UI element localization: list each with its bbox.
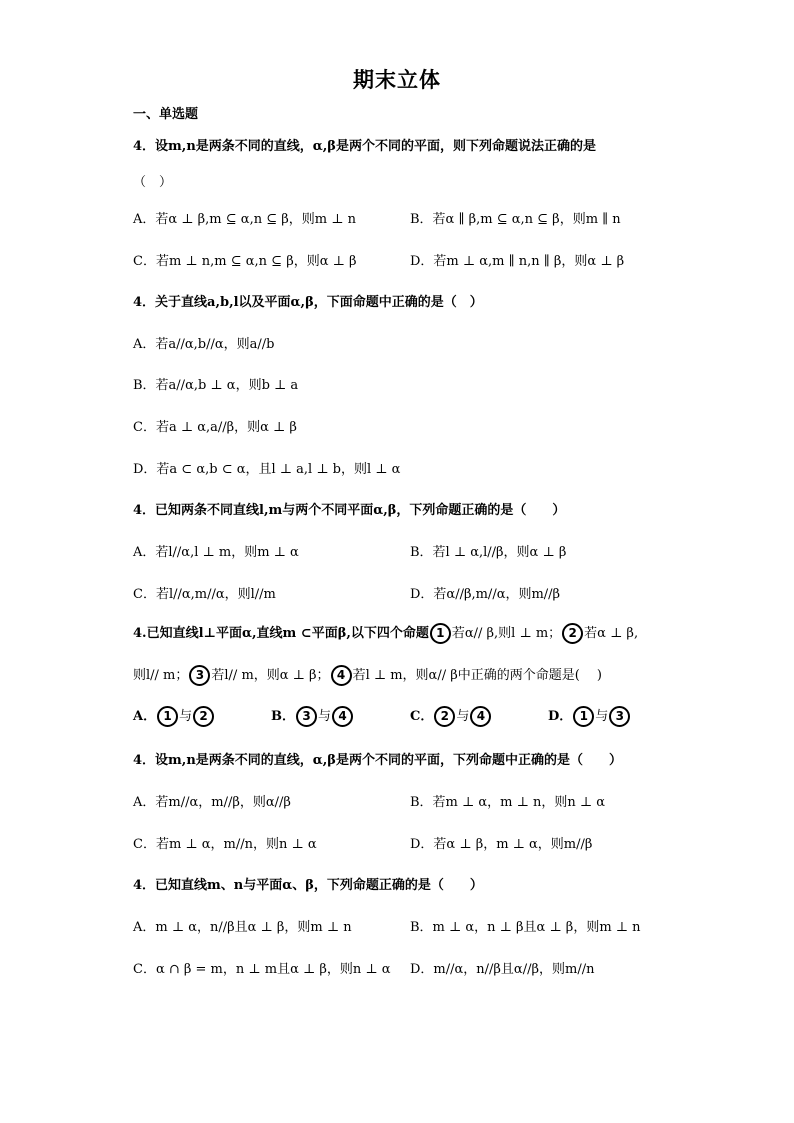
circle-number: 2 — [434, 706, 455, 727]
q2-option-a: A．若a//α,b//α，则a//b — [133, 337, 275, 352]
q6-option-c: C．α ∩ β = m，n ⊥ m且α ⊥ β，则n ⊥ α — [133, 962, 391, 977]
circle-number-2: 2 — [562, 623, 583, 644]
q4-prop-2-cont: 则l// m； — [133, 668, 189, 683]
circle-number: 1 — [157, 706, 178, 727]
q3-option-d: D．若α//β,m//α，则m//β — [410, 587, 561, 602]
circle-number: 3 — [296, 706, 317, 727]
q4-option-d: D． 1 与 3 — [548, 705, 631, 727]
q3-option-c: C．若l//α,m//α，则l//m — [133, 587, 276, 602]
q6-option-b: B．m ⊥ α，n ⊥ β且α ⊥ β，则m ⊥ n — [410, 920, 641, 935]
circle-number-3: 3 — [189, 665, 210, 686]
q3-option-a: A．若l//α,l ⊥ m，则m ⊥ α — [133, 545, 299, 560]
circle-number: 4 — [470, 706, 491, 727]
q5-option-b: B．若m ⊥ α，m ⊥ n，则n ⊥ α — [410, 795, 605, 810]
q4-prop-4: 若l ⊥ m，则α// β中正确的两个命题是( ) — [352, 668, 603, 683]
q5-option-d: D．若α ⊥ β，m ⊥ α，则m//β — [410, 837, 593, 852]
q1-stem: 4．设m,n是两条不同的直线，α,β是两个不同的平面，则下列命题说法正确的是 — [133, 139, 596, 154]
q4-prop-2: 若α ⊥ β, — [584, 626, 639, 641]
page-title: 期末立体 — [353, 67, 441, 92]
q4-option-c: C． 2 与 4 — [410, 705, 492, 727]
q4-stem-line2 — [133, 664, 602, 686]
q4-stem-line1 — [133, 622, 638, 644]
q1-option-b: B．若α ∥ β,m ⊆ α,n ⊆ β，则m ∥ n — [410, 212, 621, 227]
circle-number: 4 — [332, 706, 353, 727]
q5-stem: 4．设m,n是两条不同的直线，α,β是两个不同的平面，下列命题中正确的是（ ） — [133, 753, 622, 768]
q3-stem: 4．已知两条不同直线l,m与两个不同平面α,β，下列命题正确的是（ ） — [133, 503, 566, 518]
q2-stem: 4．关于直线a,b,l以及平面α,β，下面命题中正确的是（ ） — [133, 295, 483, 310]
q2-option-c: C．若a ⊥ α,a//β，则α ⊥ β — [133, 420, 297, 435]
q4-prop-1: 若α// β,则l ⊥ m； — [451, 626, 562, 641]
q5-option-c: C．若m ⊥ α，m//n，则n ⊥ α — [133, 837, 317, 852]
q4-stem-a: 4.已知直线l⊥平面α,直线m ⊂平面β,以下四个命题 — [133, 626, 429, 641]
circle-number-1: 1 — [430, 623, 451, 644]
circle-number: 3 — [609, 706, 630, 727]
q2-option-d: D．若a ⊂ α,b ⊂ α，且l ⊥ a,l ⊥ b，则l ⊥ α — [133, 462, 401, 477]
q1-option-c: C．若m ⊥ n,m ⊆ α,n ⊆ β，则α ⊥ β — [133, 254, 357, 269]
q4-option-a: A． 1 与 2 — [133, 705, 215, 727]
q5-option-a: A．若m//α，m//β，则α//β — [133, 795, 291, 810]
q4-option-b: B． 3 与 4 — [271, 705, 354, 727]
circle-number: 1 — [573, 706, 594, 727]
q4-prop-3: 若l// m，则α ⊥ β； — [211, 668, 330, 683]
q3-option-b: B．若l ⊥ α,l//β，则α ⊥ β — [410, 545, 567, 560]
q6-option-d: D．m//α，n//β且α//β，则m//n — [410, 962, 595, 977]
q6-option-a: A．m ⊥ α，n//β且α ⊥ β，则m ⊥ n — [133, 920, 352, 935]
circle-number-4: 4 — [331, 665, 352, 686]
circle-number: 2 — [193, 706, 214, 727]
q2-option-b: B．若a//α,b ⊥ α，则b ⊥ a — [133, 378, 299, 393]
q6-stem: 4．已知直线m、n与平面α、β，下列命题正确的是（ ） — [133, 878, 483, 893]
q1-blank: （ ） — [133, 175, 173, 190]
q1-option-a: A．若α ⊥ β,m ⊆ α,n ⊆ β，则m ⊥ n — [133, 212, 356, 227]
section-heading: 一、单选题 — [133, 107, 199, 122]
q1-option-d: D．若m ⊥ α,m ∥ n,n ∥ β，则α ⊥ β — [410, 254, 625, 269]
